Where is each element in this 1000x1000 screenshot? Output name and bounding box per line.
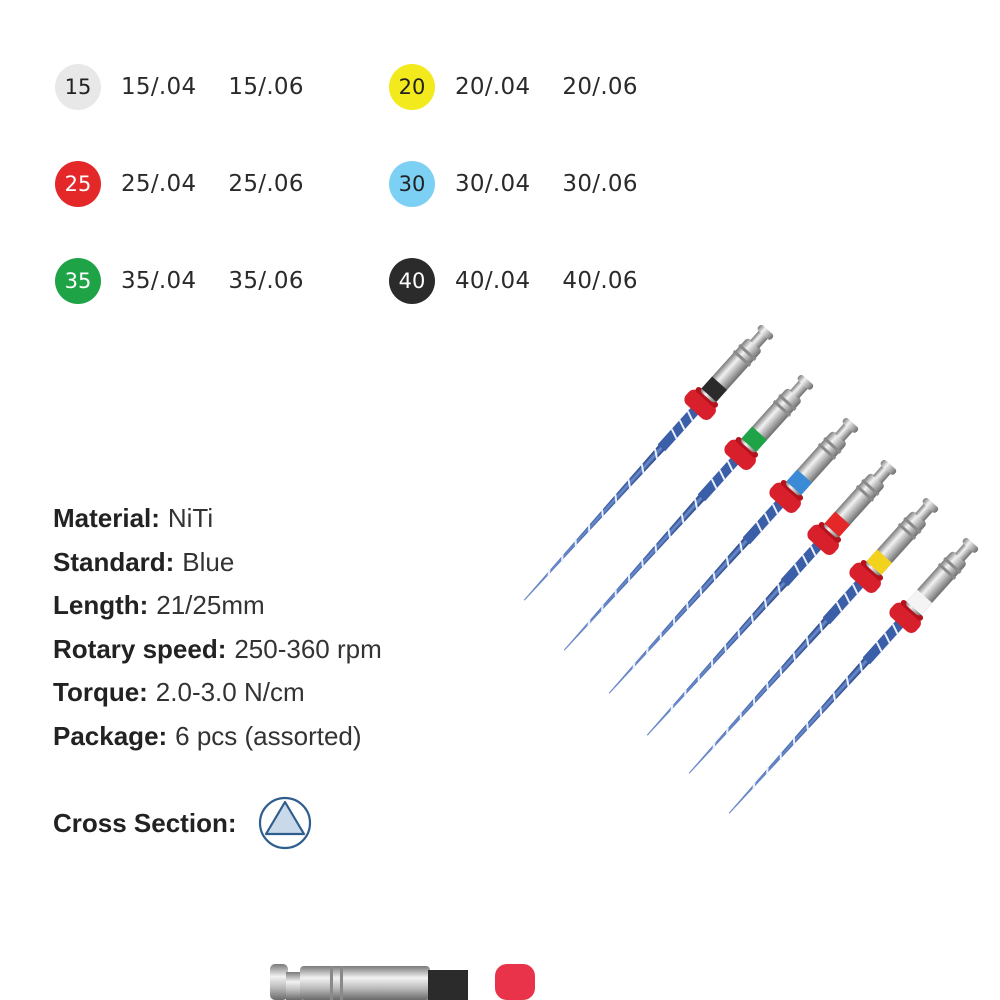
spec-value: NiTi	[167, 503, 214, 533]
spec-value: 21/25mm	[156, 590, 265, 620]
size-badge: 35	[55, 258, 101, 304]
spec-key: Package:	[53, 720, 168, 751]
spec-value: Blue	[182, 546, 235, 577]
spec-length	[53, 584, 382, 628]
taper-04: 20/.04	[455, 74, 531, 100]
size-row-30	[389, 159, 638, 209]
size-badge: 40	[389, 258, 435, 304]
size-badge: 15	[55, 64, 101, 110]
spec-material	[53, 497, 382, 541]
size-taper-grid	[0, 0, 1000, 330]
spec-rotary-speed	[53, 628, 382, 672]
triangle-cross-section-icon	[257, 795, 313, 851]
taper-06: 40/.06	[562, 268, 638, 294]
cross-section-label: Cross Section:	[53, 807, 237, 838]
taper-06: 25/.06	[228, 171, 304, 197]
endodontic-rotary-files-image	[450, 320, 990, 850]
spec-list	[53, 497, 382, 758]
size-row-35	[55, 256, 304, 306]
taper-06: 30/.06	[562, 171, 638, 197]
size-row-20	[389, 62, 638, 112]
taper-04: 25/.04	[121, 171, 197, 197]
taper-06: 15/.06	[228, 74, 304, 100]
spec-value: 6 pcs (assorted)	[175, 720, 362, 751]
spec-key: Rotary speed:	[53, 633, 227, 664]
size-badge: 20	[389, 64, 435, 110]
spec-torque	[53, 671, 382, 715]
size-badge: 25	[55, 161, 101, 207]
size-badge: 30	[389, 161, 435, 207]
taper-06: 20/.06	[562, 74, 638, 100]
spec-value: 250-360 rpm	[234, 633, 382, 664]
spec-package	[53, 715, 382, 759]
spec-value: 2.0-3.0 N/cm	[155, 677, 305, 707]
taper-04: 35/.04	[121, 268, 197, 294]
size-row-25	[55, 159, 304, 209]
bottom-file-image	[240, 950, 560, 1000]
spec-key: Torque:	[53, 677, 148, 707]
taper-04: 40/.04	[455, 268, 531, 294]
spec-key: Standard:	[53, 546, 175, 577]
size-row-15	[55, 62, 304, 112]
taper-04: 30/.04	[455, 171, 531, 197]
spec-key: Material:	[53, 503, 160, 533]
spec-standard	[53, 541, 382, 585]
taper-04: 15/.04	[121, 74, 197, 100]
spec-key: Length:	[53, 590, 149, 620]
size-row-40	[389, 256, 638, 306]
taper-06: 35/.06	[228, 268, 304, 294]
cross-section	[53, 795, 313, 851]
